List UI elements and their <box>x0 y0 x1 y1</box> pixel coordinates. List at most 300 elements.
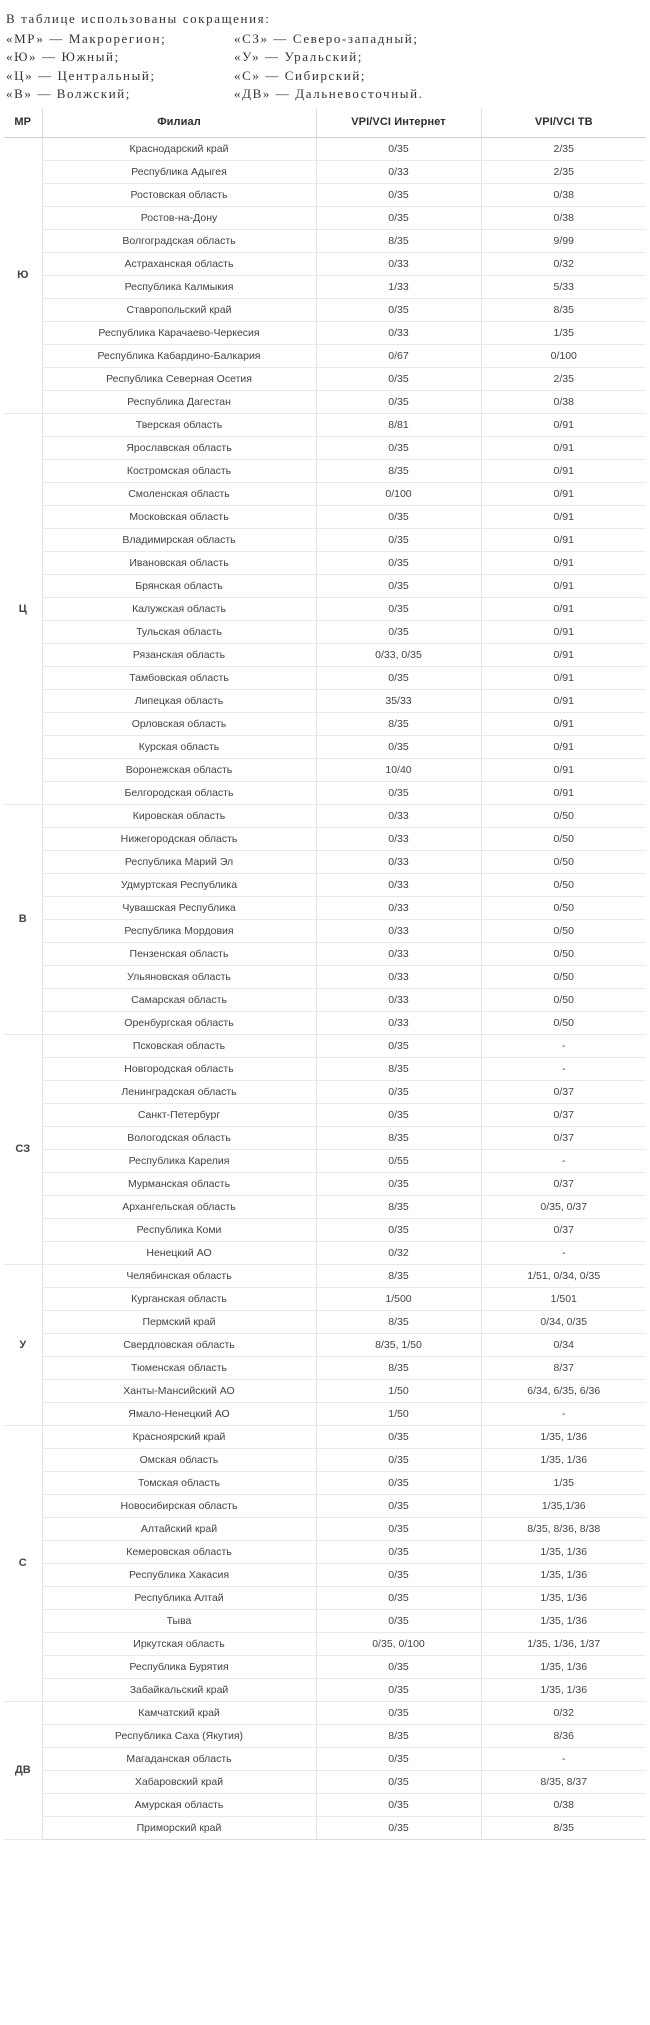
tv-vpi-vci-cell: 0/50 <box>481 942 646 965</box>
table-row <box>4 597 646 620</box>
branch-name-cell: Республика Кабардино-Балкария <box>42 344 316 367</box>
branch-name-cell: Ямало-Ненецкий АО <box>42 1402 316 1425</box>
macroregion-cell: С <box>4 1425 42 1701</box>
tv-vpi-vci-cell: 1/51, 0/34, 0/35 <box>481 1264 646 1287</box>
table-row <box>4 229 646 252</box>
internet-vpi-vci-cell: 0/35 <box>316 1586 481 1609</box>
table-row <box>4 1264 646 1287</box>
table-row <box>4 459 646 482</box>
tv-vpi-vci-cell: 1/35, 1/36 <box>481 1540 646 1563</box>
legend-abbr-right: «С» — Сибирский; <box>234 67 367 83</box>
internet-vpi-vci-cell: 8/35 <box>316 1264 481 1287</box>
tv-vpi-vci-cell: 2/35 <box>481 367 646 390</box>
internet-vpi-vci-cell: 8/35 <box>316 1126 481 1149</box>
tv-vpi-vci-cell: 0/91 <box>481 413 646 436</box>
table-row <box>4 1747 646 1770</box>
table-row <box>4 919 646 942</box>
legend-title: В таблице использованы сокращения: <box>6 11 271 26</box>
internet-vpi-vci-cell: 0/35 <box>316 1563 481 1586</box>
internet-vpi-vci-cell: 0/35 <box>316 390 481 413</box>
tv-vpi-vci-cell: 0/91 <box>481 689 646 712</box>
table-row <box>4 1218 646 1241</box>
internet-vpi-vci-cell: 0/35 <box>316 367 481 390</box>
legend-abbr-left: «Ю» — Южный; <box>6 49 120 64</box>
table-row <box>4 321 646 344</box>
tv-vpi-vci-cell: 1/35,1/36 <box>481 1494 646 1517</box>
internet-vpi-vci-cell: 0/35 <box>316 666 481 689</box>
branch-name-cell: Красноярский край <box>42 1425 316 1448</box>
branch-name-cell: Приморский край <box>42 1816 316 1839</box>
internet-vpi-vci-cell: 0/35 <box>316 1770 481 1793</box>
tv-vpi-vci-cell: 0/34, 0/35 <box>481 1310 646 1333</box>
internet-vpi-vci-cell: 0/67 <box>316 344 481 367</box>
internet-vpi-vci-cell: 0/35 <box>316 781 481 804</box>
branch-name-cell: Псковская область <box>42 1034 316 1057</box>
table-row <box>4 1057 646 1080</box>
internet-vpi-vci-cell: 1/50 <box>316 1402 481 1425</box>
branch-name-cell: Республика Дагестан <box>42 390 316 413</box>
tv-vpi-vci-cell: 0/91 <box>481 528 646 551</box>
internet-vpi-vci-cell: 0/35 <box>316 1172 481 1195</box>
table-row <box>4 758 646 781</box>
tv-vpi-vci-cell: 0/91 <box>481 597 646 620</box>
table-row <box>4 1103 646 1126</box>
branch-name-cell: Брянская область <box>42 574 316 597</box>
tv-vpi-vci-cell: 1/501 <box>481 1287 646 1310</box>
branch-name-cell: Новосибирская область <box>42 1494 316 1517</box>
macroregion-cell: Ю <box>4 137 42 413</box>
table-row <box>4 137 646 160</box>
internet-vpi-vci-cell: 0/35 <box>316 1609 481 1632</box>
internet-vpi-vci-cell: 0/32 <box>316 1241 481 1264</box>
column-header-internet: VPI/VCI Интернет <box>316 108 481 138</box>
branch-name-cell: Рязанская область <box>42 643 316 666</box>
tv-vpi-vci-cell: 0/91 <box>481 712 646 735</box>
tv-vpi-vci-cell: 0/91 <box>481 758 646 781</box>
legend-abbr-right: «ДВ» — Дальневосточный. <box>234 86 424 101</box>
table-row <box>4 1402 646 1425</box>
table-row <box>4 252 646 275</box>
table-row <box>4 1241 646 1264</box>
tv-vpi-vci-cell: 0/91 <box>481 459 646 482</box>
macroregion-cell: ДВ <box>4 1701 42 1839</box>
branch-name-cell: Республика Коми <box>42 1218 316 1241</box>
internet-vpi-vci-cell: 0/35 <box>316 1678 481 1701</box>
column-header-mr: МР <box>4 108 42 138</box>
internet-vpi-vci-cell: 0/33 <box>316 873 481 896</box>
internet-vpi-vci-cell: 0/33 <box>316 942 481 965</box>
branch-name-cell: Московская область <box>42 505 316 528</box>
branch-name-cell: Астраханская область <box>42 252 316 275</box>
branch-name-cell: Тульская область <box>42 620 316 643</box>
internet-vpi-vci-cell: 0/35 <box>316 1517 481 1540</box>
internet-vpi-vci-cell: 0/35 <box>316 574 481 597</box>
table-row <box>4 1586 646 1609</box>
tv-vpi-vci-cell: 0/50 <box>481 896 646 919</box>
branch-name-cell: Пермский край <box>42 1310 316 1333</box>
branch-name-cell: Белгородская область <box>42 781 316 804</box>
tv-vpi-vci-cell: 1/35, 1/36 <box>481 1609 646 1632</box>
internet-vpi-vci-cell: 0/33 <box>316 965 481 988</box>
legend-abbr-left: «МР» — Макрорегион; <box>6 30 167 46</box>
table-row <box>4 942 646 965</box>
tv-vpi-vci-cell: 0/37 <box>481 1126 646 1149</box>
internet-vpi-vci-cell: 0/35 <box>316 1747 481 1770</box>
internet-vpi-vci-cell: 8/35 <box>316 1724 481 1747</box>
branch-name-cell: Хабаровский край <box>42 1770 316 1793</box>
tv-vpi-vci-cell: - <box>481 1241 646 1264</box>
table-row <box>4 1770 646 1793</box>
table-row <box>4 1379 646 1402</box>
table-row <box>4 436 646 459</box>
table-row <box>4 827 646 850</box>
tv-vpi-vci-cell: 1/35, 1/36 <box>481 1563 646 1586</box>
table-row <box>4 1172 646 1195</box>
tv-vpi-vci-cell: 0/91 <box>481 551 646 574</box>
table-row <box>4 1678 646 1701</box>
internet-vpi-vci-cell: 0/35 <box>316 1793 481 1816</box>
tv-vpi-vci-cell: 0/91 <box>481 735 646 758</box>
internet-vpi-vci-cell: 0/35 <box>316 505 481 528</box>
table-row <box>4 988 646 1011</box>
tv-vpi-vci-cell: 1/35, 1/36, 1/37 <box>481 1632 646 1655</box>
branch-name-cell: Иркутская область <box>42 1632 316 1655</box>
branch-name-cell: Удмуртская Республика <box>42 873 316 896</box>
tv-vpi-vci-cell: 9/99 <box>481 229 646 252</box>
table-row <box>4 689 646 712</box>
tv-vpi-vci-cell: 1/35, 1/36 <box>481 1425 646 1448</box>
branch-name-cell: Самарская область <box>42 988 316 1011</box>
table-row <box>4 1494 646 1517</box>
table-row <box>4 1724 646 1747</box>
branch-name-cell: Ненецкий АО <box>42 1241 316 1264</box>
branch-name-cell: Республика Карелия <box>42 1149 316 1172</box>
internet-vpi-vci-cell: 0/35 <box>316 1034 481 1057</box>
branch-name-cell: Амурская область <box>42 1793 316 1816</box>
branch-name-cell: Чувашская Республика <box>42 896 316 919</box>
tv-vpi-vci-cell: 0/91 <box>481 505 646 528</box>
table-row <box>4 1609 646 1632</box>
vpi-vci-table <box>4 108 646 1840</box>
branch-name-cell: Кемеровская область <box>42 1540 316 1563</box>
branch-name-cell: Оренбургская область <box>42 1011 316 1034</box>
internet-vpi-vci-cell: 8/35 <box>316 1356 481 1379</box>
legend-abbr-left: «Ц» — Центральный; <box>6 67 156 83</box>
vpi-vci-table-wrapper <box>0 108 650 1846</box>
branch-name-cell: Свердловская область <box>42 1333 316 1356</box>
tv-vpi-vci-cell: 1/35, 1/36 <box>481 1586 646 1609</box>
branch-name-cell: Тюменская область <box>42 1356 316 1379</box>
tv-vpi-vci-cell: 1/35, 1/36 <box>481 1655 646 1678</box>
table-row <box>4 1540 646 1563</box>
internet-vpi-vci-cell: 0/35 <box>316 1448 481 1471</box>
tv-vpi-vci-cell: 0/91 <box>481 482 646 505</box>
internet-vpi-vci-cell: 0/35 <box>316 206 481 229</box>
branch-name-cell: Калужская область <box>42 597 316 620</box>
branch-name-cell: Республика Алтай <box>42 1586 316 1609</box>
tv-vpi-vci-cell: 2/35 <box>481 160 646 183</box>
branch-name-cell: Курганская область <box>42 1287 316 1310</box>
tv-vpi-vci-cell: 0/50 <box>481 965 646 988</box>
branch-name-cell: Ивановская область <box>42 551 316 574</box>
branch-name-cell: Липецкая область <box>42 689 316 712</box>
internet-vpi-vci-cell: 1/33 <box>316 275 481 298</box>
internet-vpi-vci-cell: 0/35 <box>316 1080 481 1103</box>
branch-name-cell: Республика Саха (Якутия) <box>42 1724 316 1747</box>
internet-vpi-vci-cell: 0/55 <box>316 1149 481 1172</box>
internet-vpi-vci-cell: 35/33 <box>316 689 481 712</box>
internet-vpi-vci-cell: 0/33 <box>316 804 481 827</box>
branch-name-cell: Новгородская область <box>42 1057 316 1080</box>
tv-vpi-vci-cell: 0/50 <box>481 850 646 873</box>
branch-name-cell: Республика Калмыкия <box>42 275 316 298</box>
internet-vpi-vci-cell: 0/33 <box>316 160 481 183</box>
branch-name-cell: Челябинская область <box>42 1264 316 1287</box>
internet-vpi-vci-cell: 0/35 <box>316 1701 481 1724</box>
table-row <box>4 1793 646 1816</box>
internet-vpi-vci-cell: 0/35 <box>316 551 481 574</box>
branch-name-cell: Республика Бурятия <box>42 1655 316 1678</box>
branch-name-cell: Владимирская область <box>42 528 316 551</box>
internet-vpi-vci-cell: 0/35 <box>316 1655 481 1678</box>
tv-vpi-vci-cell: - <box>481 1402 646 1425</box>
table-row <box>4 551 646 574</box>
branch-name-cell: Тверская область <box>42 413 316 436</box>
table-row <box>4 1701 646 1724</box>
internet-vpi-vci-cell: 8/35 <box>316 1195 481 1218</box>
internet-vpi-vci-cell: 0/33 <box>316 988 481 1011</box>
tv-vpi-vci-cell: 0/38 <box>481 206 646 229</box>
internet-vpi-vci-cell: 0/35 <box>316 1494 481 1517</box>
table-row <box>4 160 646 183</box>
branch-name-cell: Республика Карачаево-Черкесия <box>42 321 316 344</box>
tv-vpi-vci-cell: 8/35 <box>481 298 646 321</box>
tv-vpi-vci-cell: 0/91 <box>481 620 646 643</box>
tv-vpi-vci-cell: 0/32 <box>481 1701 646 1724</box>
internet-vpi-vci-cell: 0/35 <box>316 1471 481 1494</box>
table-row <box>4 735 646 758</box>
branch-name-cell: Костромская область <box>42 459 316 482</box>
tv-vpi-vci-cell: 8/35, 8/36, 8/38 <box>481 1517 646 1540</box>
tv-vpi-vci-cell: 8/35 <box>481 1816 646 1839</box>
macroregion-cell: СЗ <box>4 1034 42 1264</box>
table-row <box>4 804 646 827</box>
tv-vpi-vci-cell: 5/33 <box>481 275 646 298</box>
tv-vpi-vci-cell: 0/91 <box>481 643 646 666</box>
branch-name-cell: Кировская область <box>42 804 316 827</box>
branch-name-cell: Камчатский край <box>42 1701 316 1724</box>
branch-name-cell: Воронежская область <box>42 758 316 781</box>
tv-vpi-vci-cell: 0/38 <box>481 183 646 206</box>
branch-name-cell: Ярославская область <box>42 436 316 459</box>
branch-name-cell: Архангельская область <box>42 1195 316 1218</box>
table-row <box>4 781 646 804</box>
table-row <box>4 1563 646 1586</box>
internet-vpi-vci-cell: 1/50 <box>316 1379 481 1402</box>
branch-name-cell: Ульяновская область <box>42 965 316 988</box>
internet-vpi-vci-cell: 8/35 <box>316 1057 481 1080</box>
branch-name-cell: Краснодарский край <box>42 137 316 160</box>
internet-vpi-vci-cell: 0/35 <box>316 597 481 620</box>
tv-vpi-vci-cell: 0/37 <box>481 1080 646 1103</box>
table-row <box>4 1287 646 1310</box>
table-row <box>4 505 646 528</box>
internet-vpi-vci-cell: 0/35 <box>316 183 481 206</box>
table-row <box>4 1655 646 1678</box>
branch-name-cell: Орловская область <box>42 712 316 735</box>
legend-abbr-left: «В» — Волжский; <box>6 86 132 101</box>
internet-vpi-vci-cell: 8/81 <box>316 413 481 436</box>
internet-vpi-vci-cell: 0/35 <box>316 436 481 459</box>
tv-vpi-vci-cell: 0/35, 0/37 <box>481 1195 646 1218</box>
tv-vpi-vci-cell: 0/91 <box>481 436 646 459</box>
internet-vpi-vci-cell: 10/40 <box>316 758 481 781</box>
internet-vpi-vci-cell: 8/35, 1/50 <box>316 1333 481 1356</box>
internet-vpi-vci-cell: 0/33 <box>316 1011 481 1034</box>
table-row <box>4 206 646 229</box>
table-row <box>4 1195 646 1218</box>
internet-vpi-vci-cell: 0/35 <box>316 1816 481 1839</box>
macroregion-cell: Ц <box>4 413 42 804</box>
internet-vpi-vci-cell: 1/500 <box>316 1287 481 1310</box>
table-row <box>4 344 646 367</box>
branch-name-cell: Смоленская область <box>42 482 316 505</box>
tv-vpi-vci-cell: 0/37 <box>481 1172 646 1195</box>
tv-vpi-vci-cell: - <box>481 1057 646 1080</box>
branch-name-cell: Алтайский край <box>42 1517 316 1540</box>
branch-name-cell: Тыва <box>42 1609 316 1632</box>
table-row <box>4 1816 646 1839</box>
legend-line <box>6 85 644 104</box>
internet-vpi-vci-cell: 0/35 <box>316 1218 481 1241</box>
table-row <box>4 413 646 436</box>
tv-vpi-vci-cell: 2/35 <box>481 137 646 160</box>
internet-vpi-vci-cell: 8/35 <box>316 229 481 252</box>
tv-vpi-vci-cell: 0/100 <box>481 344 646 367</box>
branch-name-cell: Ставропольский край <box>42 298 316 321</box>
tv-vpi-vci-cell: 6/34, 6/35, 6/36 <box>481 1379 646 1402</box>
branch-name-cell: Омская область <box>42 1448 316 1471</box>
internet-vpi-vci-cell: 0/33 <box>316 919 481 942</box>
table-row <box>4 1632 646 1655</box>
table-row <box>4 712 646 735</box>
table-header-row <box>4 108 646 138</box>
tv-vpi-vci-cell: 0/91 <box>481 666 646 689</box>
tv-vpi-vci-cell: 8/35, 8/37 <box>481 1770 646 1793</box>
table-row <box>4 1080 646 1103</box>
branch-name-cell: Республика Марий Эл <box>42 850 316 873</box>
table-row <box>4 1011 646 1034</box>
branch-name-cell: Тамбовская область <box>42 666 316 689</box>
branch-name-cell: Ростов-на-Дону <box>42 206 316 229</box>
table-row <box>4 528 646 551</box>
table-row <box>4 482 646 505</box>
table-row <box>4 1448 646 1471</box>
branch-name-cell: Томская область <box>42 1471 316 1494</box>
macroregion-cell: В <box>4 804 42 1034</box>
abbreviation-legend <box>0 0 650 108</box>
tv-vpi-vci-cell: 1/35, 1/36 <box>481 1448 646 1471</box>
table-row <box>4 850 646 873</box>
table-row <box>4 1517 646 1540</box>
table-row <box>4 1126 646 1149</box>
legend-lines <box>6 30 644 104</box>
table-row <box>4 1356 646 1379</box>
column-header-tv: VPI/VCI ТВ <box>481 108 646 138</box>
table-row <box>4 666 646 689</box>
internet-vpi-vci-cell: 0/100 <box>316 482 481 505</box>
table-row <box>4 1034 646 1057</box>
tv-vpi-vci-cell: 8/36 <box>481 1724 646 1747</box>
tv-vpi-vci-cell: 0/50 <box>481 827 646 850</box>
branch-name-cell: Волгоградская область <box>42 229 316 252</box>
branch-name-cell: Забайкальский край <box>42 1678 316 1701</box>
table-row <box>4 620 646 643</box>
internet-vpi-vci-cell: 0/35 <box>316 1103 481 1126</box>
tv-vpi-vci-cell: 0/91 <box>481 781 646 804</box>
table-row <box>4 896 646 919</box>
column-header-branch: Филиал <box>42 108 316 138</box>
table-row <box>4 1471 646 1494</box>
legend-line <box>6 48 644 67</box>
tv-vpi-vci-cell: 0/32 <box>481 252 646 275</box>
tv-vpi-vci-cell: 0/50 <box>481 1011 646 1034</box>
table-row <box>4 367 646 390</box>
table-body <box>4 137 646 1839</box>
branch-name-cell: Ханты-Мансийский АО <box>42 1379 316 1402</box>
tv-vpi-vci-cell: 0/38 <box>481 390 646 413</box>
tv-vpi-vci-cell: 1/35 <box>481 321 646 344</box>
table-row <box>4 390 646 413</box>
internet-vpi-vci-cell: 0/33 <box>316 252 481 275</box>
legend-abbr-right: «СЗ» — Северо-западный; <box>234 30 419 46</box>
branch-name-cell: Мурманская область <box>42 1172 316 1195</box>
tv-vpi-vci-cell: 0/50 <box>481 988 646 1011</box>
table-row <box>4 965 646 988</box>
branch-name-cell: Республика Адыгея <box>42 160 316 183</box>
tv-vpi-vci-cell: 0/37 <box>481 1103 646 1126</box>
branch-name-cell: Пензенская область <box>42 942 316 965</box>
tv-vpi-vci-cell: 0/38 <box>481 1793 646 1816</box>
internet-vpi-vci-cell: 0/35 <box>316 137 481 160</box>
internet-vpi-vci-cell: 0/35 <box>316 620 481 643</box>
branch-name-cell: Республика Мордовия <box>42 919 316 942</box>
tv-vpi-vci-cell: 1/35 <box>481 1471 646 1494</box>
tv-vpi-vci-cell: - <box>481 1747 646 1770</box>
internet-vpi-vci-cell: 8/35 <box>316 712 481 735</box>
tv-vpi-vci-cell: 0/34 <box>481 1333 646 1356</box>
internet-vpi-vci-cell: 0/33 <box>316 896 481 919</box>
tv-vpi-vci-cell: 0/50 <box>481 804 646 827</box>
tv-vpi-vci-cell: 8/37 <box>481 1356 646 1379</box>
legend-line <box>6 30 644 49</box>
table-row <box>4 873 646 896</box>
tv-vpi-vci-cell: 0/50 <box>481 873 646 896</box>
branch-name-cell: Магаданская область <box>42 1747 316 1770</box>
internet-vpi-vci-cell: 0/33 <box>316 321 481 344</box>
branch-name-cell: Вологодская область <box>42 1126 316 1149</box>
branch-name-cell: Санкт-Петербург <box>42 1103 316 1126</box>
internet-vpi-vci-cell: 0/35 <box>316 735 481 758</box>
tv-vpi-vci-cell: - <box>481 1034 646 1057</box>
internet-vpi-vci-cell: 0/33 <box>316 827 481 850</box>
tv-vpi-vci-cell: - <box>481 1149 646 1172</box>
table-row <box>4 643 646 666</box>
internet-vpi-vci-cell: 0/33 <box>316 850 481 873</box>
table-row <box>4 1333 646 1356</box>
internet-vpi-vci-cell: 0/35 <box>316 1540 481 1563</box>
tv-vpi-vci-cell: 0/50 <box>481 919 646 942</box>
